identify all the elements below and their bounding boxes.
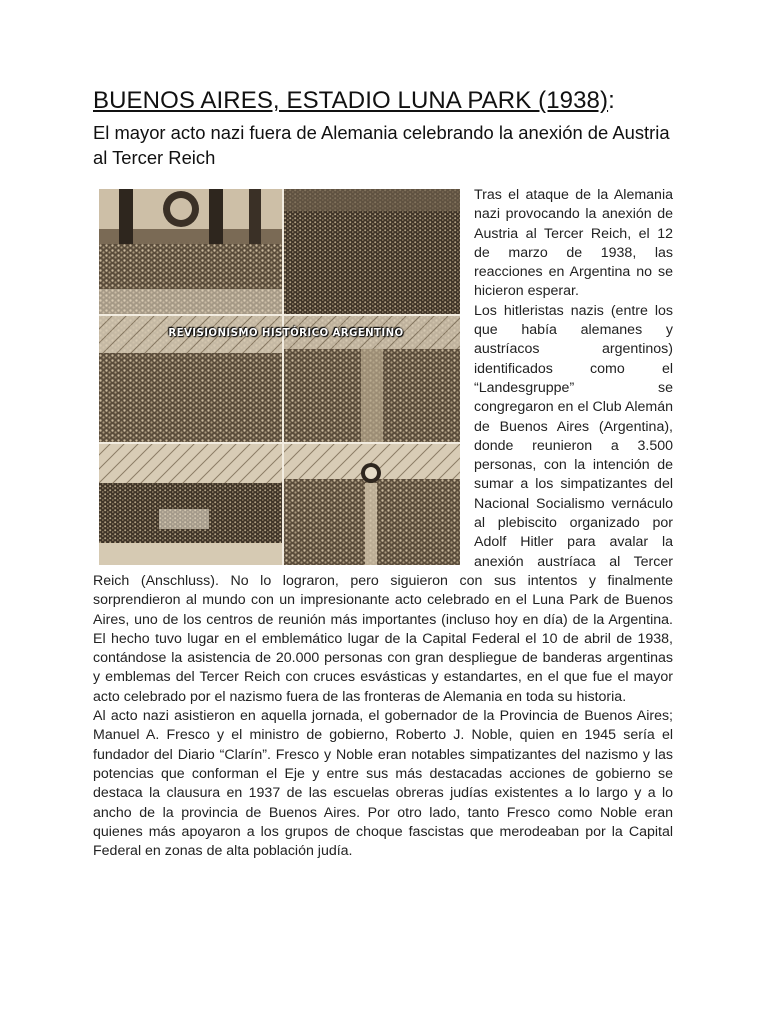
collage-panel-bottom-left bbox=[99, 443, 283, 565]
document-page bbox=[93, 86, 673, 861]
paragraph-2: Los hitleristas nazis (entre los que había alemanes y austríacos argentinos) identificados como el “Landesgruppe” se congregaron en el Club Alemán de Buenos Aires (Argentina), donde reunieron a 3.500 personas, con la intención de sumar a los simpatizantes del Nacional Socialismo vernáculo al plebiscito organizado por Adolf Hitler para avalar la anexión austríaca al Tercer Reich (Anschluss). No lo lograron, pero siguieron con sus intentos y finalmente sorprendieron al mundo con un impresionante acto celebrado en el Luna Park de Buenos Aires, uno de los centros de reunión más importantes (incluso hoy en día) de la Argentina. El hecho tuvo lugar en el emblemático lugar de la Capital Federal el 10 de abril de 1938, contándose la asistencia de 20.000 personas con gran despliegue de banderas argentinas y emblemas del Tercer Reich con cruces esvásticas y estandartes, en el que fue el mayor acto celebrado por el nazismo fuera de las fronteras de Alemania en toda su historia. bbox=[93, 302, 673, 705]
page-subtitle: El mayor acto nazi fuera de Alemania celebrando la anexión de Austria al Tercer Reich bbox=[93, 122, 670, 168]
page-title-suffix: : bbox=[608, 87, 615, 114]
collage-panel-top-left bbox=[99, 189, 283, 315]
paragraph-1: Tras el ataque de la Alemania nazi provocando la anexión de Austria al Tercer Reich, el 12 de marzo de 1938, las reacciones en Argentina no se hicieron esperar. bbox=[474, 187, 673, 300]
page-title-text: BUENOS AIRES, ESTADIO LUNA PARK (1938) bbox=[93, 87, 609, 114]
collage-panel-bottom-right bbox=[283, 443, 460, 565]
collage-graphic bbox=[99, 189, 460, 565]
page-title bbox=[93, 86, 673, 116]
photo-collage bbox=[99, 189, 460, 565]
paragraph-3: Al acto nazi asistieron en aquella jornada, el gobernador de la Provincia de Buenos Aires; Manuel A. Fresco y el ministro de gobierno, Roberto J. Noble, quien en 1945 sería el fundador del Diario “Clarín”. Fresco y Noble eran notables simpatizantes del nazismo y las potencias que conforman el Eje y entre sus más destacadas acciones de gobierno se destaca la clausura en 1937 de las escuelas obreras judías existentes a lo largo y a lo ancho de la provincia de Buenos Aires. Por otro lado, tanto Fresco como Noble eran quienes más apoyaron a los grupos de choque fascistas que merodeaban por la Capital Federal en zonas de alta población judía. bbox=[93, 708, 673, 860]
article-body bbox=[93, 186, 673, 861]
collage-panel-top-right bbox=[283, 189, 460, 315]
collage-watermark-banner: REVISIONISMO HISTÓRICO ARGENTINO bbox=[168, 328, 404, 339]
